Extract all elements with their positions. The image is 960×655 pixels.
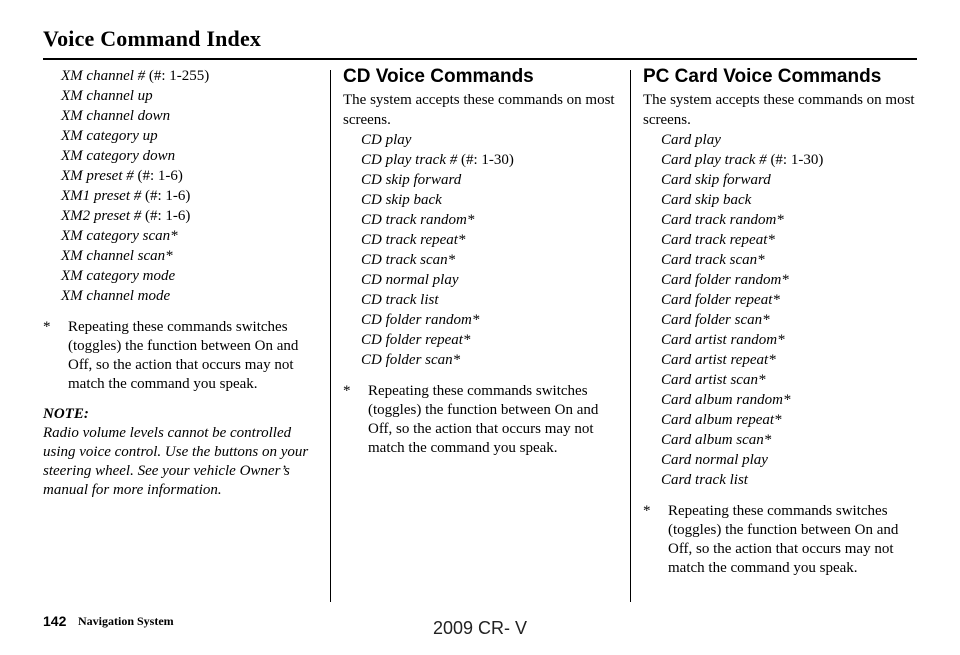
command-item xyxy=(361,170,621,190)
command-item xyxy=(361,230,621,250)
command-item xyxy=(361,310,621,330)
command-text: Card play track # xyxy=(661,152,767,168)
command-text: Card folder random* xyxy=(661,272,789,288)
command-item xyxy=(361,130,621,150)
command-item xyxy=(661,190,921,210)
command-text: CD track scan* xyxy=(361,252,456,268)
section-name: Navigation System xyxy=(78,614,174,628)
command-item xyxy=(61,146,321,166)
footnote-text: Repeating these commands switches (toggles) the function between On and Off, so the action that occurs may not match the command you speak. xyxy=(668,503,899,576)
command-item xyxy=(361,250,621,270)
command-text: Card folder scan* xyxy=(661,312,770,328)
command-text: Card artist scan* xyxy=(661,372,766,388)
command-text: XM channel scan* xyxy=(61,248,173,264)
section-intro: The system accepts these commands on most screens. xyxy=(343,92,615,128)
footnote xyxy=(643,502,921,578)
column-pc-card-commands xyxy=(643,66,921,578)
command-text: Card artist random* xyxy=(661,332,785,348)
command-text: Card folder repeat* xyxy=(661,292,780,308)
command-text: Card artist repeat* xyxy=(661,352,776,368)
command-item xyxy=(61,66,321,86)
command-text: Card skip forward xyxy=(661,172,771,188)
command-item xyxy=(361,350,621,370)
command-text: Card skip back xyxy=(661,192,752,208)
footnote-mark: * xyxy=(43,319,51,335)
command-text: CD skip back xyxy=(361,192,442,208)
command-item xyxy=(661,270,921,290)
command-item xyxy=(61,226,321,246)
command-item xyxy=(661,130,921,150)
command-text: Card normal play xyxy=(661,452,768,468)
command-item xyxy=(661,350,921,370)
command-item xyxy=(661,430,921,450)
command-item xyxy=(61,186,321,206)
note-heading: NOTE: xyxy=(43,406,89,422)
command-text: CD track repeat* xyxy=(361,232,466,248)
page-number: 142 xyxy=(43,613,67,629)
command-item xyxy=(61,266,321,286)
command-item xyxy=(661,410,921,430)
command-text: XM category up xyxy=(61,128,158,144)
command-item xyxy=(361,150,621,170)
command-item xyxy=(661,230,921,250)
command-item xyxy=(61,86,321,106)
command-item xyxy=(61,126,321,146)
command-text: Card album scan* xyxy=(661,432,772,448)
command-item xyxy=(661,150,921,170)
command-item xyxy=(661,290,921,310)
footnote-text: Repeating these commands switches (toggles) the function between On and Off, so the action that occurs may not match the command you speak. xyxy=(368,383,599,456)
column-divider-2 xyxy=(630,70,631,602)
command-range: (#: 1-6) xyxy=(141,188,191,204)
footnote xyxy=(43,318,321,394)
note-body: Radio volume levels cannot be controlled using voice control. Use the buttons on your steering wheel. See your vehicle Owner’s manual for more information. xyxy=(43,425,309,498)
command-item xyxy=(661,370,921,390)
command-range: (#: 1-30) xyxy=(457,152,514,168)
command-text: CD folder scan* xyxy=(361,352,461,368)
command-text: Card play xyxy=(661,132,721,148)
command-text: XM category down xyxy=(61,148,176,164)
command-item xyxy=(661,210,921,230)
command-item xyxy=(661,250,921,270)
cd-command-list xyxy=(343,130,621,370)
command-text: XM channel down xyxy=(61,108,171,124)
command-text: XM channel mode xyxy=(61,288,171,304)
command-text: XM channel # xyxy=(61,68,146,84)
footnote-mark: * xyxy=(643,503,651,519)
command-text: XM1 preset # xyxy=(61,188,142,204)
command-item xyxy=(661,390,921,410)
command-item xyxy=(661,470,921,490)
page-title: Voice Command Index xyxy=(43,26,262,51)
column-xm-commands xyxy=(43,66,321,500)
command-item xyxy=(661,310,921,330)
command-range: (#: 1-6) xyxy=(133,168,183,184)
section-heading-pc-card: PC Card Voice Commands xyxy=(643,66,882,87)
command-text: XM channel up xyxy=(61,88,153,104)
command-text: CD skip forward xyxy=(361,172,462,188)
command-text: Card album repeat* xyxy=(661,412,782,428)
pc-card-command-list xyxy=(643,130,921,490)
footnote-text: Repeating these commands switches (toggles) the function between On and Off, so the action that occurs may not match the command you speak. xyxy=(68,319,299,392)
command-item xyxy=(61,246,321,266)
command-text: XM category scan* xyxy=(61,228,178,244)
command-text: Card track scan* xyxy=(661,252,765,268)
command-text: Card track list xyxy=(661,472,748,488)
command-item xyxy=(661,170,921,190)
column-cd-commands xyxy=(343,66,621,458)
command-text: CD track random* xyxy=(361,212,475,228)
command-item xyxy=(61,286,321,306)
command-item xyxy=(61,106,321,126)
command-text: Card album random* xyxy=(661,392,791,408)
command-text: CD folder random* xyxy=(361,312,480,328)
command-text: CD track list xyxy=(361,292,439,308)
command-item xyxy=(361,290,621,310)
section-heading-cd: CD Voice Commands xyxy=(343,66,534,87)
footnote-mark: * xyxy=(343,383,351,399)
command-item xyxy=(661,450,921,470)
footnote xyxy=(343,382,621,458)
command-text: CD folder repeat* xyxy=(361,332,471,348)
command-item xyxy=(361,210,621,230)
command-range: (#: 1-255) xyxy=(145,68,210,84)
command-text: Card track repeat* xyxy=(661,232,775,248)
command-item xyxy=(61,166,321,186)
command-text: XM preset # xyxy=(61,168,134,184)
section-intro: The system accepts these commands on most screens. xyxy=(643,92,915,128)
xm-command-list xyxy=(43,66,321,306)
watermark: 2009 CR- V xyxy=(432,618,528,638)
column-divider-1 xyxy=(330,70,331,602)
command-range: (#: 1-6) xyxy=(141,208,191,224)
title-rule xyxy=(43,58,917,60)
command-text: CD normal play xyxy=(361,272,459,288)
command-text: CD play xyxy=(361,132,412,148)
command-item xyxy=(361,190,621,210)
command-range: (#: 1-30) xyxy=(766,152,824,168)
command-item xyxy=(61,206,321,226)
command-text: XM2 preset # xyxy=(61,208,142,224)
command-item xyxy=(361,330,621,350)
command-text: Card track random* xyxy=(661,212,784,228)
command-text: CD play track # xyxy=(361,152,458,168)
command-item xyxy=(361,270,621,290)
command-text: XM category mode xyxy=(61,268,176,284)
command-item xyxy=(661,330,921,350)
